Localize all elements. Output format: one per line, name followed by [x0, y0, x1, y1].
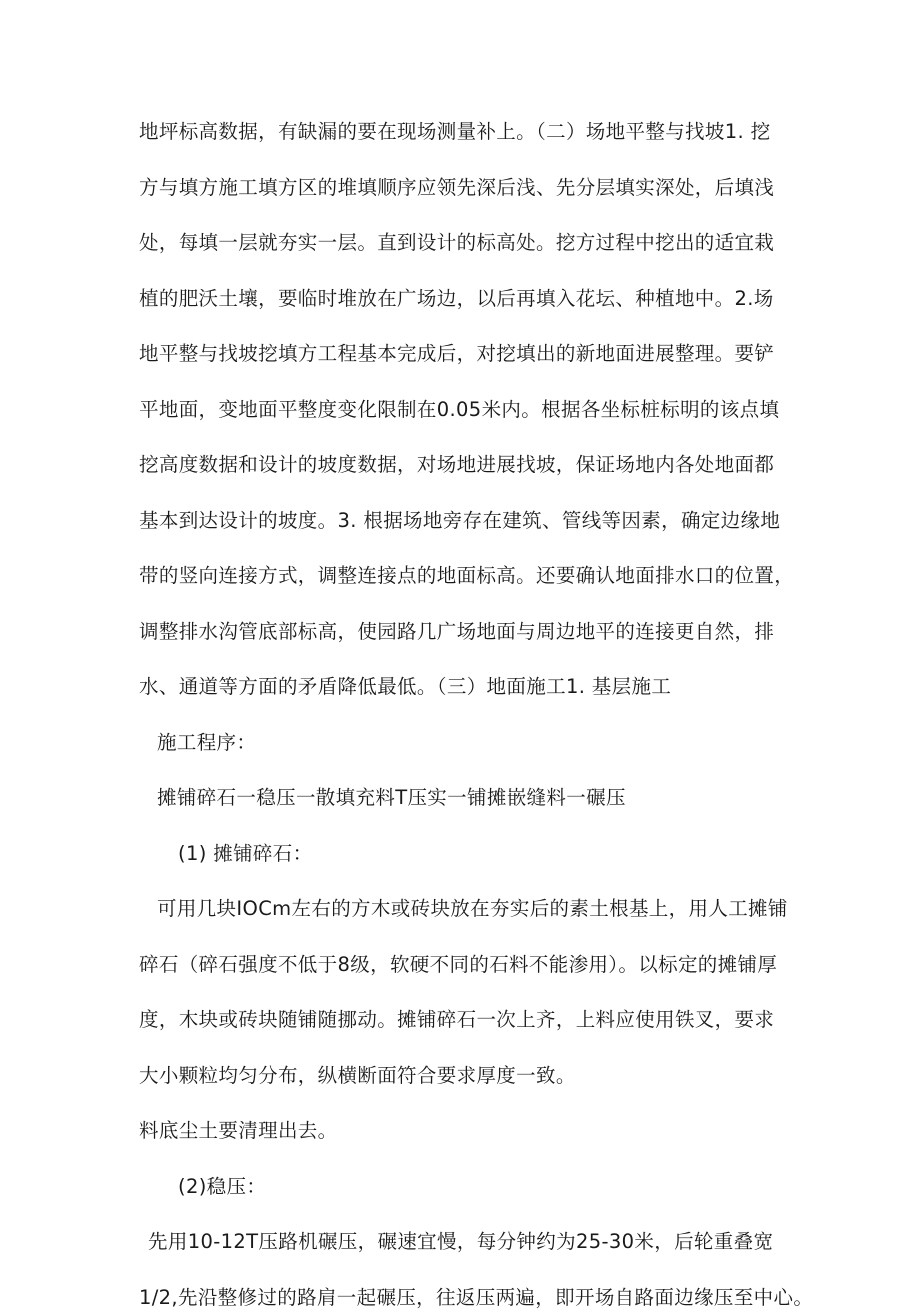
- paragraph-line: 料底尘土要清理出去。: [139, 1119, 338, 1142]
- paragraph-line: 地坪标高数据，有缺漏的要在现场测量补上。（二）场地平整与找坡1. 挖: [139, 120, 771, 143]
- paragraph-line: 挖高度数据和设计的坡度数据，对场地进展找坡，保证场地内各处地面都: [139, 453, 775, 476]
- step-heading: (1) 摊铺碎石：: [178, 842, 313, 865]
- paragraph-line: 可用几块IOCm左右的方木或砖块放在夯实后的素土根基上，用人工摊铺: [157, 897, 788, 920]
- paragraph-line: 方与填方施工填方区的堆填顺序应领先深后浅、先分层填实深处，后填浅: [139, 176, 775, 199]
- paragraph-line: 水、通道等方面的矛盾降低最低。（三）地面施工1. 基层施工: [139, 675, 672, 698]
- step-heading: (2)稳压：: [178, 1175, 267, 1198]
- paragraph-line: 植的肥沃土壤，要临时堆放在广场边，以后再填入花坛、种植地中。2.场: [139, 287, 774, 310]
- paragraph-line: 处，每填一层就夯实一层。直到设计的标高处。挖方过程中挖出的适宜栽: [139, 231, 775, 254]
- paragraph-line: 基本到达设计的坡度。3. 根据场地旁存在建筑、管线等因素，确定边缘地: [139, 509, 781, 532]
- section-label: 施工程序：: [157, 731, 257, 754]
- paragraph-line: 平地面，变地面平整度变化限制在0.05米内。根据各坐标桩标明的该点填: [139, 398, 780, 421]
- paragraph-line: 先用10-12T压路机碾压，碾速宜慢，每分钟约为25-30米，后轮重叠宽: [148, 1230, 774, 1253]
- procedure-line: 摊铺碎石一稳压一散填充料T压实一铺摊嵌缝料一碾压: [157, 786, 626, 809]
- paragraph-line: 地平整与找坡挖填方工程基本完成后，对挖填出的新地面进展整理。要铲: [139, 342, 775, 365]
- paragraph-line: 带的竖向连接方式，调整连接点的地面标高。还要确认地面排水口的位置，: [139, 564, 795, 587]
- paragraph-line: 度，木块或砖块随铺随挪动。摊铺碎石一次上齐，上料应使用铁叉，要求: [139, 1008, 775, 1031]
- paragraph-line: 碎石（碎石强度不低于8级，软硬不同的石料不能渗用）。以标定的摊铺厚: [139, 953, 778, 976]
- paragraph-line: 调整排水沟管底部标高，使园路几广场地面与周边地平的连接更自然，排: [139, 620, 775, 643]
- paragraph-line: 大小颗粒均匀分布，纵横断面符合要求厚度一致。: [139, 1064, 576, 1087]
- paragraph-line: 1/2,先沿整修过的路肩一起碾压，往返压两遍，即开场自路面边缘压至中心。: [139, 1286, 814, 1309]
